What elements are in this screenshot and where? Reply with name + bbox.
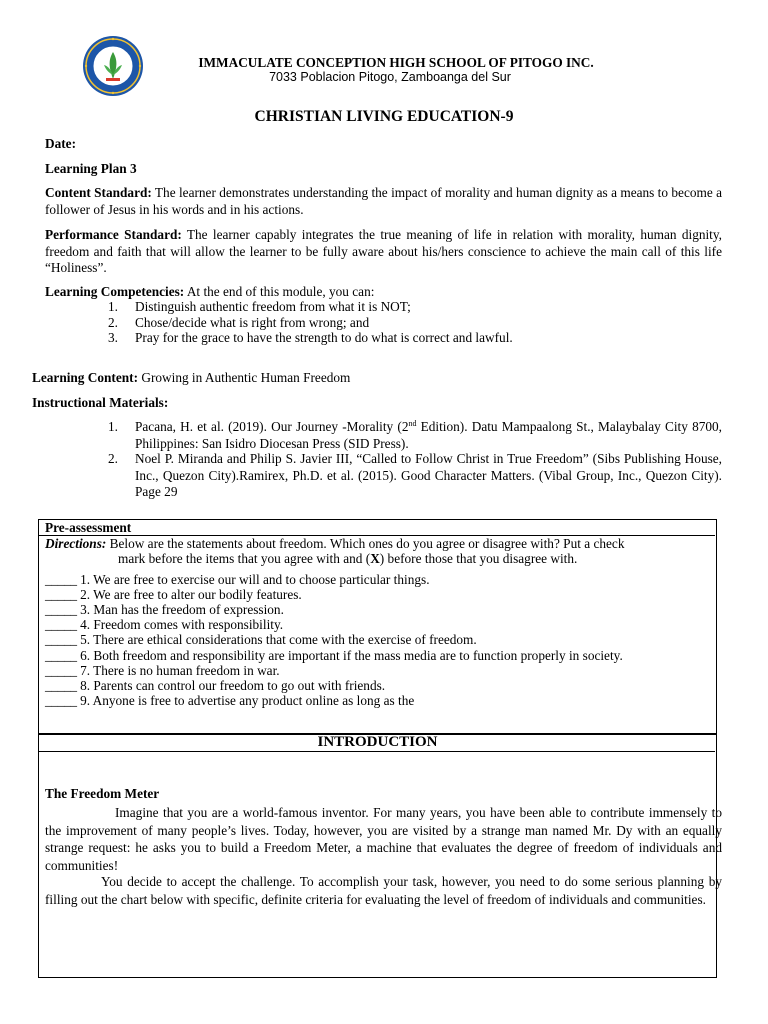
competency-item (108, 299, 722, 316)
statement-text: 9. Anyone is free to advertise any product online as long as the (76, 693, 415, 708)
competency-number: 3. (108, 330, 118, 345)
material-text: Noel P. Miranda and Philip S. Javier III, “Called to Follow Christ in True Freedom” (Sibs Publishing House, Inc., Quezon City).Ramirex, Ph.D. et al. (2015). Good Character Matters. (Vibal Group, Inc., Quezon City). Page 29 (135, 451, 722, 499)
answer-blank[interactable]: _____ (45, 678, 77, 693)
competency-text: Distinguish authentic freedom from what it is NOT; (135, 299, 411, 314)
answer-blank[interactable]: _____ (45, 617, 77, 632)
competency-number: 2. (108, 315, 118, 330)
competency-number: 1. (108, 299, 118, 314)
statement-text: 8. Parents can control our freedom to go out with friends. (76, 678, 386, 693)
material-number: 2. (108, 451, 118, 466)
pre-assessment-directions-cont (118, 551, 718, 568)
superscript: nd (408, 419, 417, 428)
statement-text: 5. There are ethical considerations that come with the exercise of freedom. (76, 632, 477, 647)
directions-text: ) before those that you disagree with. (379, 551, 578, 566)
material-text-part: Edition). Datu Mampaalong St., Malaybalay City 8700, Philippines: San Isidro Diocesan Press (SID Press). (135, 419, 722, 451)
material-number: 1. (108, 419, 118, 434)
performance-standard-text: The learner capably integrates the true meaning of life in relation with morality, human dignity, freedom and faith that will allow the learner to be fully aware about his/hers conscience to achieve the main call of this life “Holiness”. (45, 227, 722, 275)
date-label: Date: (45, 136, 77, 151)
competencies-intro: At the end of this module, you can: (184, 284, 375, 299)
instructional-materials-label: Instructional Materials: (32, 395, 169, 410)
performance-standard (45, 227, 722, 277)
directions-text: Below are the statements about freedom. Which ones do you agree or disagree with? Put a check (106, 536, 625, 551)
directions-label: Directions: (45, 536, 107, 551)
subject-title: CHRISTIAN LIVING EDUCATION-9 (254, 108, 514, 125)
material-item (108, 451, 722, 501)
material-text (108, 419, 722, 452)
learning-plan: Learning Plan 3 (45, 161, 137, 176)
statement-text: 4. Freedom comes with responsibility. (76, 617, 284, 632)
learning-content (32, 370, 709, 387)
directions-text: mark before the items that you agree with and ( (118, 551, 371, 566)
statement-text: 6. Both freedom and responsibility are important if the mass media are to function properly in society. (76, 648, 623, 663)
answer-blank[interactable]: _____ (45, 587, 77, 602)
statement-text: 7. There is no human freedom in war. (76, 663, 280, 678)
pre-assessment-title: Pre-assessment (45, 520, 132, 535)
answer-blank[interactable]: _____ (45, 632, 77, 647)
answer-blank[interactable]: _____ (45, 663, 77, 678)
material-text-part: Pacana, H. et al. (2019). Our Journey -Morality (2 (135, 419, 409, 434)
school-address: 7033 Poblacion Pitogo, Zamboanga del Sur (269, 70, 511, 84)
competency-text: Chose/decide what is right from wrong; and (135, 315, 370, 330)
competencies-label: Learning Competencies: (45, 284, 185, 299)
freedom-meter-heading: The Freedom Meter (45, 786, 160, 801)
performance-standard-label: Performance Standard: (45, 227, 182, 242)
content-standard (45, 185, 722, 218)
pre-assessment-item (45, 693, 715, 710)
introduction-paragraph: You decide to accept the challenge. To accomplish your task, however, you need to do some serious planning by filling out the chart below with specific, definite criteria for evaluating the level of freedom of individuals and communities. (45, 874, 722, 907)
answer-blank[interactable]: _____ (45, 572, 77, 587)
answer-blank[interactable]: _____ (45, 693, 77, 708)
pre-assessment-item (45, 632, 715, 649)
table-divider (38, 751, 715, 752)
statement-text: 1. We are free to exercise our will and to choose particular things. (76, 572, 430, 587)
content-standard-label: Content Standard: (45, 185, 152, 200)
competency-text: Pray for the grace to have the strength to do what is correct and lawful. (135, 330, 513, 345)
statement-text: 2. We are free to alter our bodily features. (76, 587, 302, 602)
learning-content-text: Growing in Authentic Human Freedom (138, 370, 351, 385)
answer-blank[interactable]: _____ (45, 648, 77, 663)
school-name: IMMACULATE CONCEPTION HIGH SCHOOL OF PITOGO INC. (198, 55, 594, 70)
learning-content-label: Learning Content: (32, 370, 139, 385)
introduction-title: INTRODUCTION (317, 734, 438, 750)
introduction-paragraph: Imagine that you are a world-famous inventor. For many years, you have been able to contribute immensely to the improvement of many people’s lives. Today, however, you are visited by a strange man named Mr. Dy with an equally strange request: he asks you to build a Freedom Meter, a machine that evaluates the degree of freedom of individuals and communities! (45, 805, 722, 873)
competency-item (108, 330, 722, 347)
content-standard-text: The learner demonstrates understanding the impact of morality and human dignity as a means to become a follower of Jesus in his words and in his actions. (45, 185, 723, 217)
statement-text: 3. Man has the freedom of expression. (76, 602, 284, 617)
directions-x: X (370, 551, 380, 566)
answer-blank[interactable]: _____ (45, 602, 77, 617)
material-item (108, 419, 722, 452)
